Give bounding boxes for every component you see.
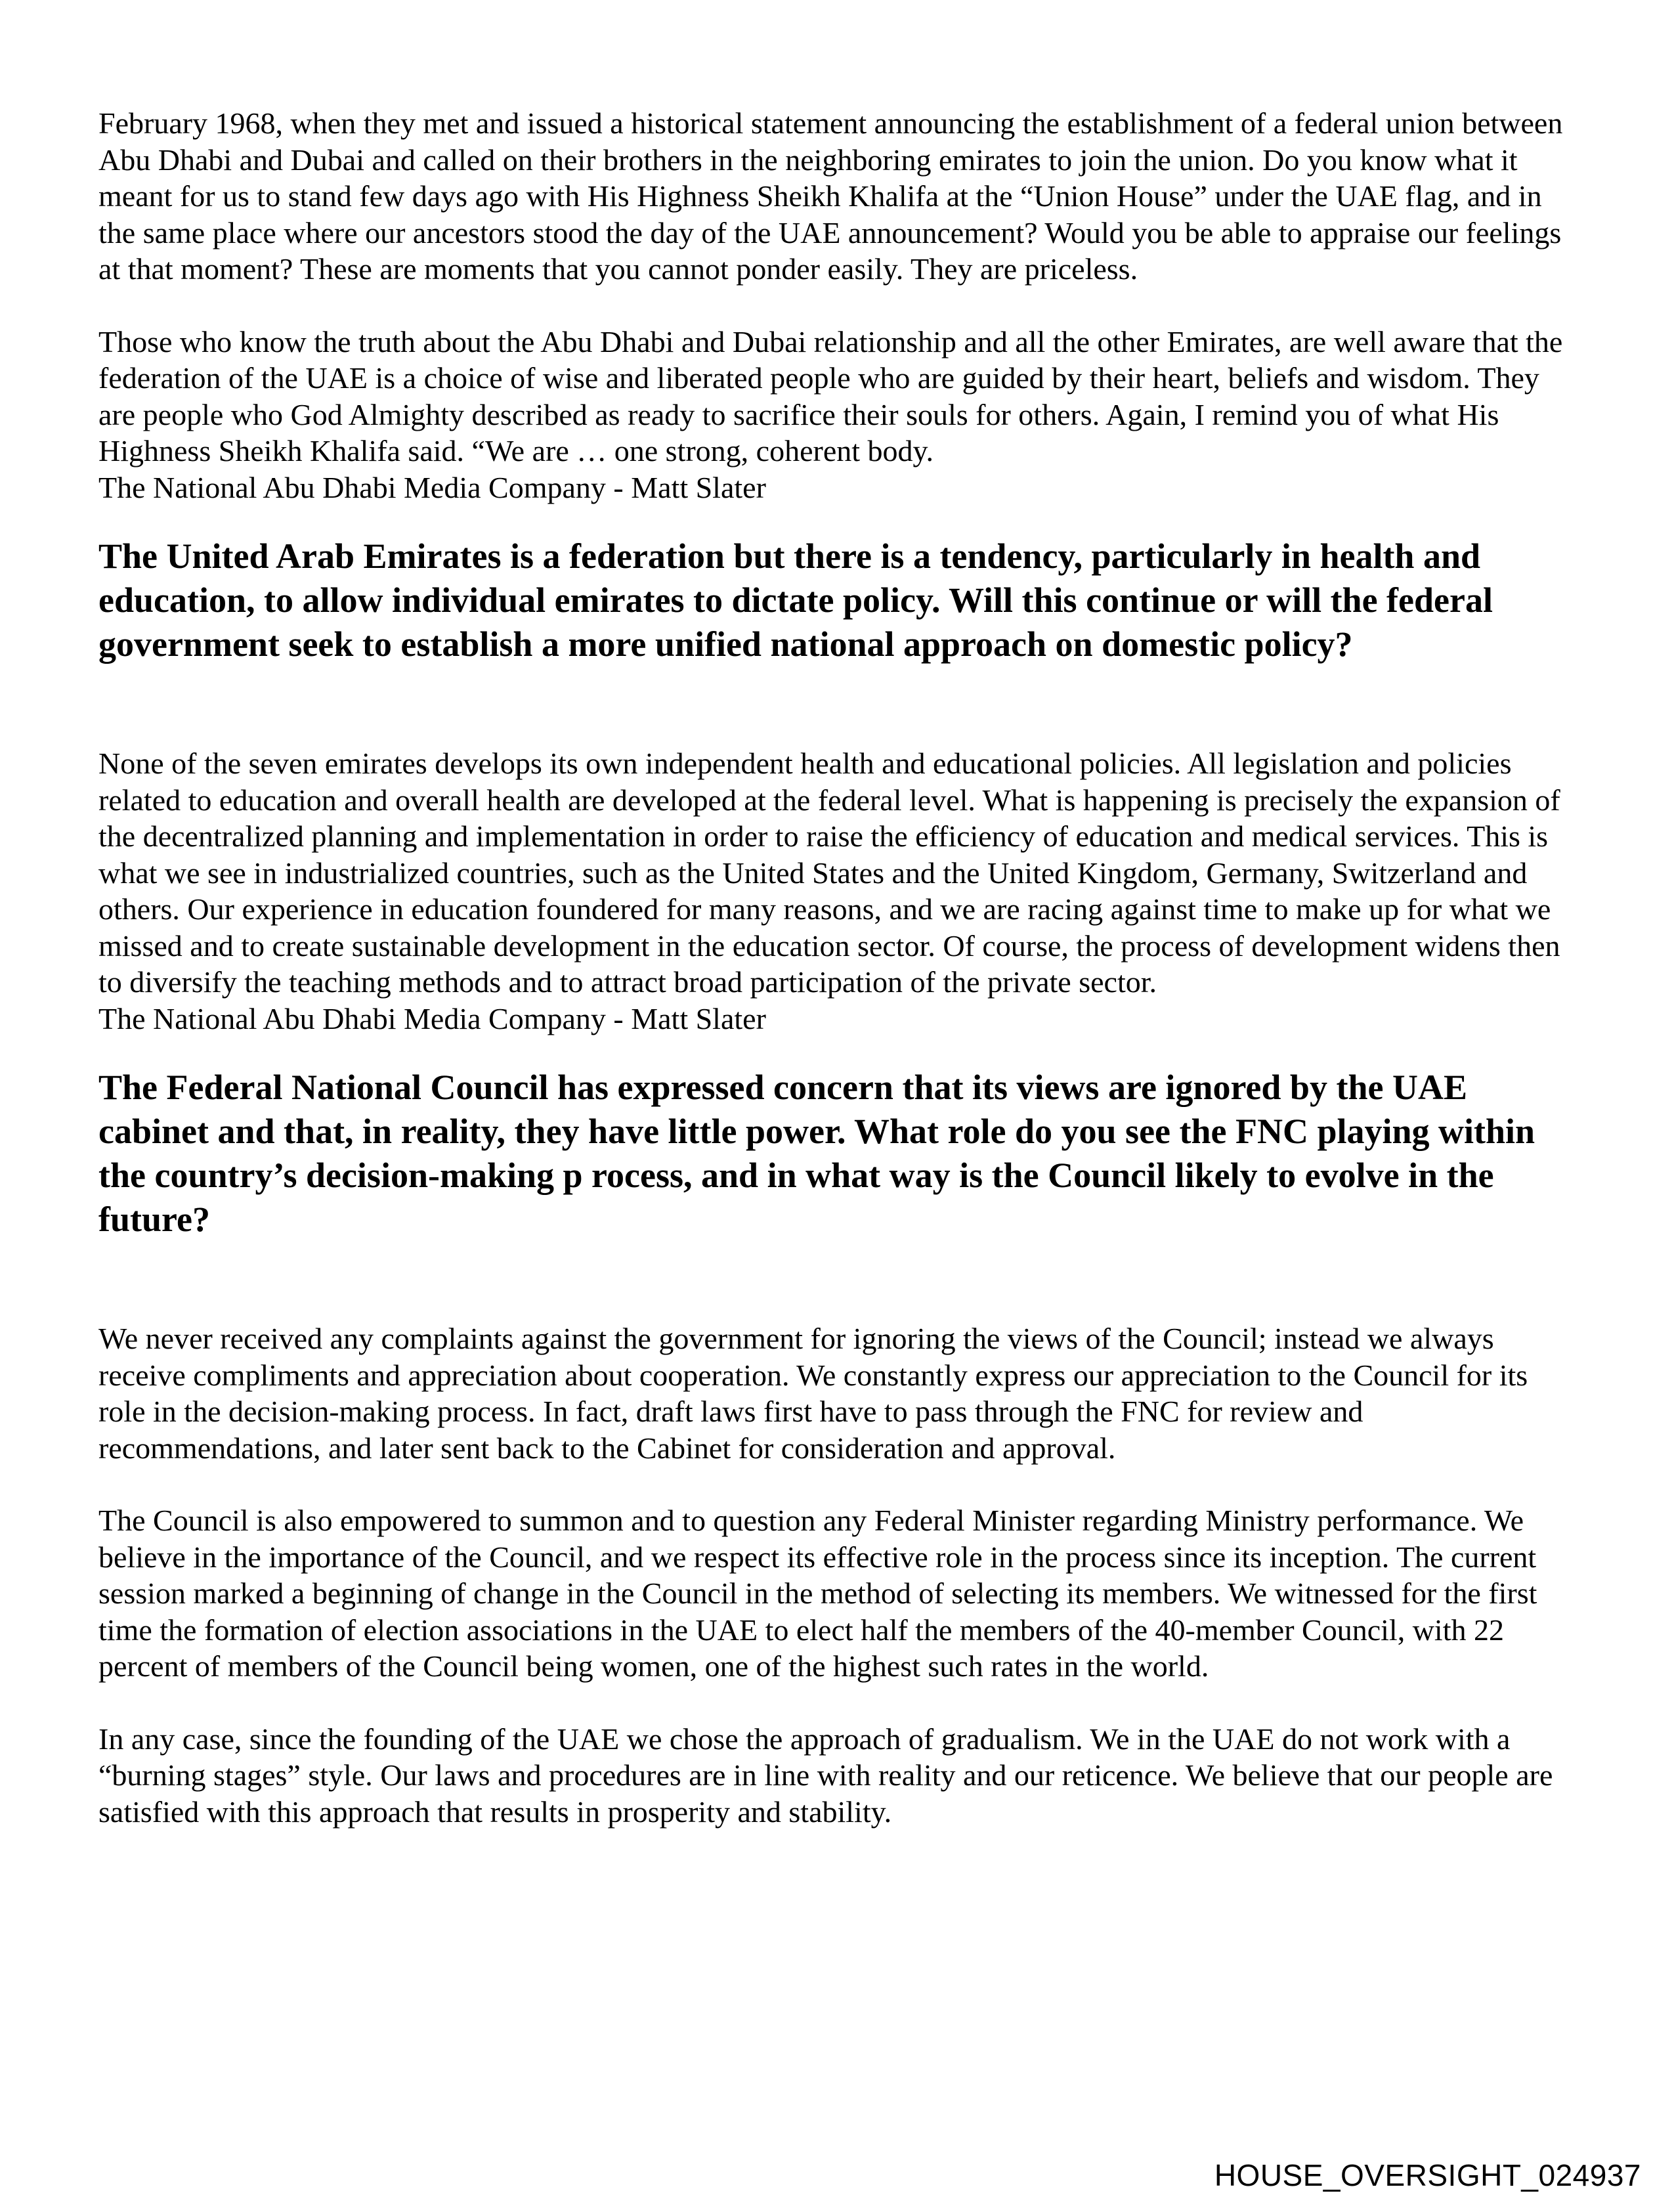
spacer <box>98 1037 1576 1066</box>
spacer <box>98 1685 1576 1721</box>
document-page <box>98 105 1576 1830</box>
spacer <box>98 506 1576 534</box>
spacer <box>98 288 1576 324</box>
photo-credit: The National Abu Dhabi Media Company - Matt Slater <box>98 1001 766 1035</box>
spacer <box>98 1242 1576 1320</box>
paragraph-fnc-powers: The Council is also empowered to summon and to question any Federal Minister regarding Ministry performance. We believe in the importance of the Council, and we respect its effective role in the process since its inception. The current session marked a beginning of change in the Council in the method of selecting its members. We witnessed for the first time the formation of election associations in the UAE to elect half the members of the 40-member Council, with 22 percent of members of the Council being women, one of the highest such rates in the world. <box>98 1504 1537 1683</box>
paragraph-gradualism: In any case, since the founding of the UAE we chose the approach of gradualism. We in the UAE do not work with a “burning stages” style. Our laws and procedures are in line with reality and our reticence. We believe that our people are satisfied with this approach that results in prosperity and stability. <box>98 1722 1553 1829</box>
spacer <box>98 1466 1576 1502</box>
bates-number: HOUSE_OVERSIGHT_024937 <box>1214 2158 1641 2192</box>
question-fnc-role: The Federal National Council has expressed concern that its views are ignored by the UAE cabinet and that, in reality, they have little power. What role do you see the FNC playing within the country’s decision-making p rocess, and in what way is the Council likely to evolve in the future? <box>98 1068 1535 1239</box>
question-domestic-policy: The United Arab Emirates is a federation but there is a tendency, particularly in health and education, to allow individual emirates to dictate policy. Will this continue or will the federal government seek to establish a more unified national approach on domestic policy? <box>98 536 1493 664</box>
paragraph-fnc-cooperation: We never received any complaints against the government for ignoring the views of the Council; instead we always receive compliments and appreciation about cooperation. We constantly express our appreciation to the Council for its role in the decision-making process. In fact, draft laws first have to pass through the FNC for review and recommendations, and later sent back to the Cabinet for consideration and approval. <box>98 1322 1528 1465</box>
paragraph-federation-choice: Those who know the truth about the Abu Dhabi and Dubai relationship and all the other Emirates, are well aware that the federation of the UAE is a choice of wise and liberated people who are guided by their heart, beliefs and wisdom. They are people who God Almighty described as ready to sacrifice their souls for others. Again, I remind you of what His Highness Sheikh Khalifa said. “We are … one strong, coherent body. <box>98 324 1563 467</box>
paragraph-union-history: February 1968, when they met and issued a historical statement announcing the establishment of a federal union between Abu Dhabi and Dubai and called on their brothers in the neighboring emirates to join the union. Do you know what it meant for us to stand few days ago with His Highness Sheikh Khalifa at the “Union House” under the UAE flag, and in the same place where our ancestors stood the day of the UAE announcement? Would you be able to appraise our feelings at that moment? These are moments that you cannot ponder easily. They are priceless. <box>98 106 1563 286</box>
spacer <box>98 666 1576 745</box>
photo-credit: The National Abu Dhabi Media Company - Matt Slater <box>98 470 766 504</box>
paragraph-health-education-answer: None of the seven emirates develops its own independent health and educational policies. All legislation and policies related to education and overall health are developed at the federal level. What is happening is precisely the expansion of the decentralized planning and implementation in order to raise the efficiency of education and medical services. This is what we see in industrialized countries, such as the United States and the United Kingdom, Germany, Switzerland and others. Our experience in education foundered for many reasons, and we are racing against time to make up for what we missed and to create sustainable development in the education sector. Of course, the process of development widens then to diversify the teaching methods and to attract broad participation of the private sector. <box>98 747 1560 999</box>
